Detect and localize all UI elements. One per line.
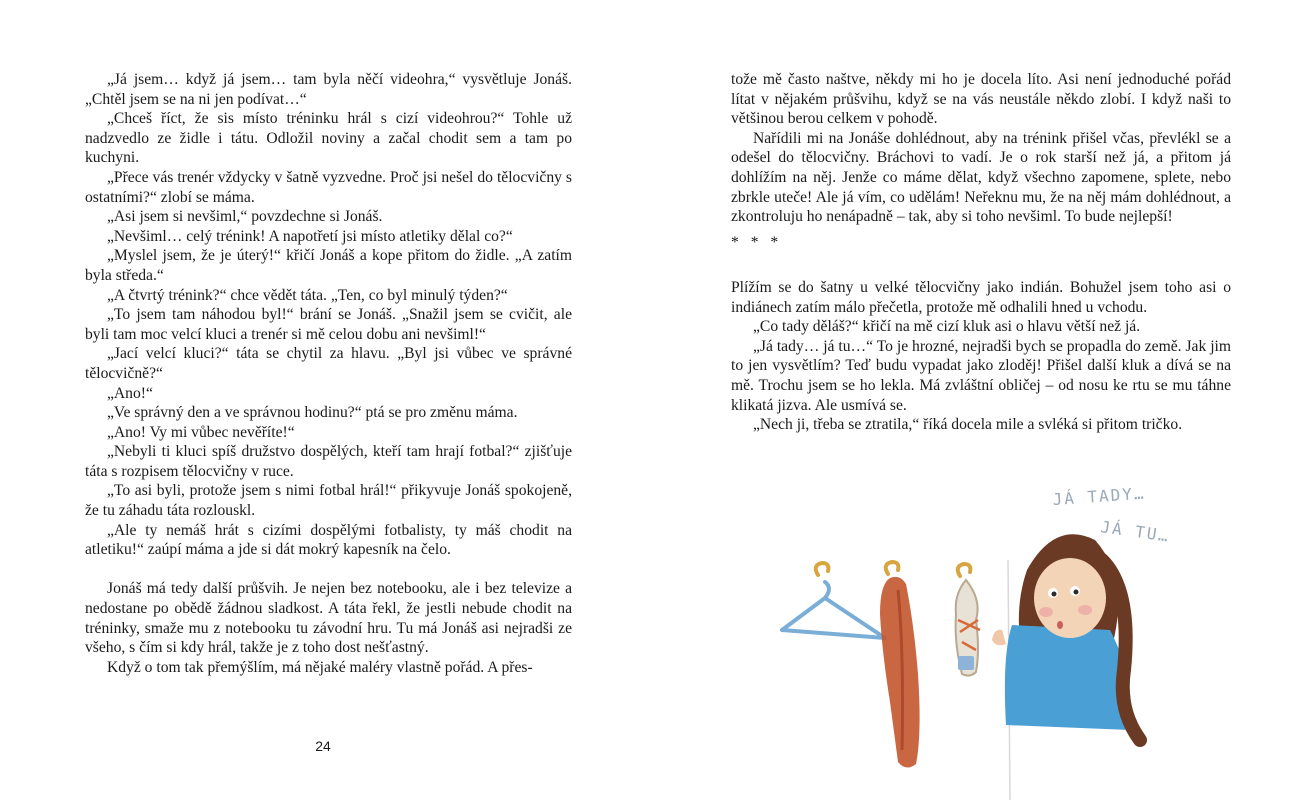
handwritten-text-2: JÁ TU… xyxy=(1099,517,1172,546)
paragraph: „Jací velcí kluci?“ táta se chytil za hlavu. „Byl jsi vůbec ve správné tělocvičně?“ xyxy=(85,345,572,382)
paragraph: „Co tady děláš?“ křičí na mě cizí kluk asi o hlavu větší než já. xyxy=(753,318,1141,336)
paragraph: Plížím se do šatny u velké tělocvičny jako indián. Bohužel jsem toho asi o indiánech zatím málo přečetla, protože mě odhalili hned u vchodu. xyxy=(731,278,1231,316)
paragraph: „Ano!“ xyxy=(107,384,153,402)
paragraph: „Asi jsem si nevšiml,“ povzdechne si Jonáš. xyxy=(107,208,383,226)
paragraph: „Nech ji, třeba se ztratila,“ říká docela mile a svléká si přitom tričko. xyxy=(753,416,1183,434)
paragraph: „Nevšiml… celý trénink! A napotřetí jsi místo atletiky dělal co?“ xyxy=(107,227,513,245)
paragraph: „Já tady… já tu…“ To je hrozné, nejradši bych se propadla do země. Jak jim to jen vysvětlím? Teď budu vypadat jako zloděj! Přišel další kluk a dívá se na mě. Trochu jsem se ho lekla. Má zvláštní obličej – od nosu ke rtu se mu táhne klikatá jizva. Ale usmívá se. xyxy=(731,337,1231,414)
page-number: 24 xyxy=(315,738,331,754)
watercolor-illustration xyxy=(770,470,1290,800)
girl-character xyxy=(992,534,1140,740)
left-text-column xyxy=(85,70,572,677)
paragraph: „Ve správný den a ve správnou hodinu?“ ptá se pro změnu máma. xyxy=(107,404,518,422)
hanger-icon xyxy=(782,582,885,638)
paragraph: „A čtvrtý trénink?“ chce vědět táta. „Ten, co byl minulý týden?“ xyxy=(107,286,508,304)
coat-hook-icon xyxy=(816,562,971,576)
right-text-column xyxy=(731,70,1231,435)
paragraph: „To jsem tam náhodou byl!“ brání se Jonáš. „Snažil jsem se cvičit, ale byli tam moc velcí kluci a trenér si mě celou dobu ani nevšiml!“ xyxy=(85,306,572,343)
right-page xyxy=(650,0,1300,800)
paragraph-gap xyxy=(85,560,572,580)
paragraph: „Ale ty nemáš hrát s cizími dospělými fotbalisty, ty máš chodit na atletiku!“ zaúpí máma a jde si dát mokrý kapesník na čelo. xyxy=(85,521,572,559)
paragraph: „Já jsem… když já jsem… tam byla něčí videohra,“ vysvětluje Jonáš. „Chtěl jsem se na ni jen podívat…“ xyxy=(85,71,572,108)
paragraph: „To asi byli, protože jsem s nimi fotbal hrál!“ přikyvuje Jonáš spokojeně, že tu záhadu táta rozlouskl. xyxy=(85,482,572,520)
paragraph: „Ano! Vy mi vůbec nevěříte!“ xyxy=(107,423,295,441)
paragraph: Nařídili mi na Jonáše dohlédnout, aby na trénink přišel včas, převlékl se a odešel do tělocvičny. Bráchovi to vadí. Je o rok starší než já, a přitom já dohlížím na něj. Jenže co máme dělat, když všechno zapomene, splete, nebo zbrkle uteče! Ale já vím, co udělám! Neřeknu mu, že na něj mám dohlédnout, a zkontroluju ho nenápadně – tak, aby si toho nevšiml. To bude nejlepší! xyxy=(731,129,1231,226)
paragraph: tože mě často naštve, někdy mi ho je docela líto. Asi není jednoduché pořád lítat v nějakém průšvihu, když se na vás neustále někdo zlobí. I když naši to většinou berou celkem v pohodě. xyxy=(731,71,1231,128)
paragraph: „Přece vás trenér vždycky v šatně vyzvedne. Proč jsi nešel do tělocvičny s ostatními?“ zlobí se máma. xyxy=(85,168,572,206)
sneaker-icon xyxy=(956,580,980,676)
handwritten-text-1: JÁ TADY… xyxy=(1051,483,1147,509)
paragraph: „Chceš říct, že sis místo tréninku hrál s cizí videohrou?“ Tohle už nadzvedlo ze židle i tátu. Odložil noviny a začal chodit sem a tam po kuchyni. xyxy=(85,110,572,167)
paragraph: Když o tom tak přemýšlím, má nějaké maléry vlastně pořád. A přes- xyxy=(107,658,533,676)
paragraph: „Nebyli ti kluci spíš družstvo dospělých, kteří tam hrají fotbal?“ zjišťuje táta s rozpisem tělocvičny v ruce. xyxy=(85,443,572,480)
section-break: * * * xyxy=(731,233,783,251)
paragraph: „Myslel jsem, že je úterý!“ křičí Jonáš a kope přitom do židle. „A zatím byla středa.“ xyxy=(85,247,572,284)
paragraph-gap xyxy=(731,258,1231,278)
paragraph: Jonáš má tedy další průšvih. Je nejen bez notebooku, ale i bez televize a nedostane po obědě žádnou sladkost. A táta řekl, že jestli nebude chodit na tréninky, smaže mu z notebooku tu závodní hru. Tu má Jonáš asi nejradši ze všeho, s čím si kdy hrál, takže je z toho dost nešťastný. xyxy=(85,580,572,657)
